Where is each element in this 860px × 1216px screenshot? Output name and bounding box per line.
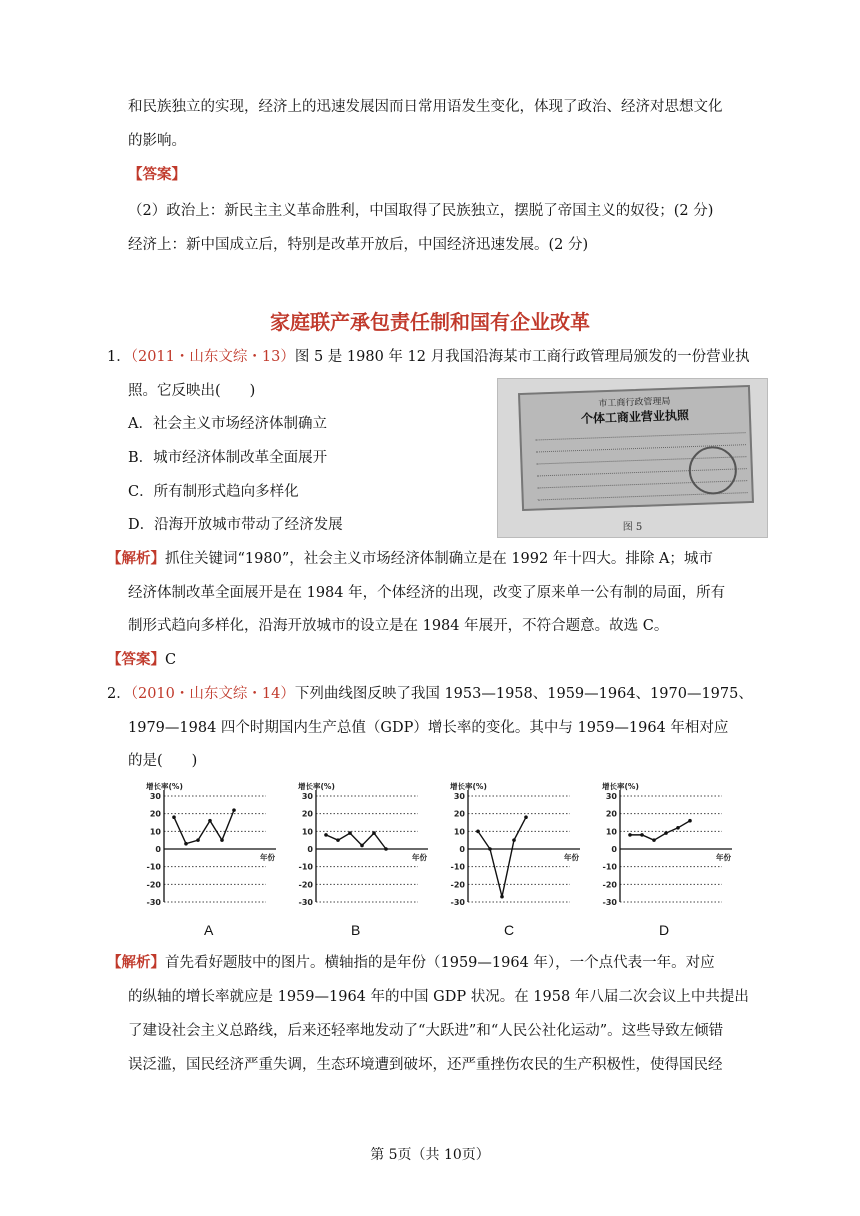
chart-label-c: C [504, 922, 515, 938]
data-point [220, 838, 224, 842]
license-document [518, 385, 754, 511]
y-tick-label: 0 [155, 845, 161, 854]
q1-analysis-label: 【解析】 [107, 550, 165, 567]
data-point [372, 831, 376, 835]
q2-source: （2010・山东文综・14） [130, 686, 295, 702]
data-point [172, 815, 176, 819]
section-title: 家庭联产承包责任制和国有企业改革 [270, 310, 590, 334]
y-tick-label: 30 [453, 792, 465, 801]
x-axis-label: 年份 [260, 853, 275, 862]
data-point [664, 831, 668, 835]
y-tick-label: 30 [149, 792, 161, 801]
chart-label-b: B [351, 922, 361, 938]
data-point [184, 842, 188, 846]
q1-analysis-line-2: 经济体制改革全面展开是在 1984 年，个体经济的出现，改变了原来单一公有制的局面，所有 [128, 585, 726, 601]
y-axis-label: 增长率(%) [450, 782, 487, 791]
y-tick-label: -20 [602, 880, 617, 890]
chart-svg [142, 780, 302, 910]
data-point [208, 819, 212, 823]
y-tick-label: -30 [450, 898, 465, 907]
chart-svg [294, 780, 454, 910]
series-line [174, 810, 234, 844]
data-point [676, 826, 680, 830]
x-axis-label: 年份 [564, 853, 579, 862]
y-tick-label: -30 [602, 898, 617, 907]
q1-option-d: D．沿海开放城市带动了经济发展 [128, 517, 343, 533]
q2-line-1 [107, 684, 753, 704]
y-tick-label: 10 [605, 827, 617, 837]
y-tick-label: 10 [453, 827, 465, 837]
y-tick-label: -10 [602, 862, 617, 872]
data-point [500, 895, 504, 899]
q1-line-2: 照。它反映出( ) [128, 383, 256, 399]
q2-analysis-line-2: 的纵轴的增长率就应是 1959—1964 年的中国 GDP 状况。在 1958 年八届二次会议上中共提出 [128, 989, 749, 1005]
data-point [640, 833, 644, 837]
q1-answer: C [165, 652, 177, 668]
y-tick-label: 10 [149, 827, 161, 837]
q1-answer-label: 【答案】 [107, 651, 165, 668]
data-point [384, 847, 388, 851]
q1-source: （2011・山东文综・13） [130, 349, 295, 365]
figure-caption: 图 5 [622, 522, 643, 533]
y-tick-label: 30 [605, 792, 617, 801]
data-point [488, 847, 492, 851]
y-tick-label: -20 [146, 880, 161, 890]
y-tick-label: -30 [298, 898, 313, 907]
answer-line-2: 经济上：新中国成立后，特别是改革开放后，中国经济迅速发展。(2 分) [128, 237, 589, 253]
q2-text-1: 下列曲线图反映了我国 1953—1958、1959—1964、1970—1975、 [294, 686, 753, 702]
page-footer: 第 5页（共 10页） [370, 1147, 490, 1163]
chart-label-d: D [659, 922, 670, 938]
data-point [476, 830, 480, 834]
q2-analysis-label: 【解析】 [107, 954, 165, 971]
chart-svg [598, 780, 758, 910]
q1-option-b: B．城市经济体制改革全面展开 [128, 450, 328, 466]
data-point [232, 808, 236, 812]
y-tick-label: 20 [301, 809, 313, 819]
data-point [688, 819, 692, 823]
data-point [196, 838, 200, 842]
y-tick-label: -10 [146, 862, 161, 872]
chart-b [294, 780, 454, 910]
chart-c [446, 780, 606, 910]
q1-option-c: C．所有制形式趋向多样化 [128, 484, 299, 500]
data-point [360, 844, 364, 848]
data-point [524, 815, 528, 819]
chart-a [142, 780, 302, 910]
y-tick-label: 30 [301, 792, 313, 801]
q1-analysis-line-1 [107, 549, 747, 569]
y-tick-label: 20 [149, 809, 161, 819]
x-axis-label: 年份 [412, 853, 427, 862]
license-header: 市工商行政管理局 [598, 396, 671, 410]
x-axis-label: 年份 [716, 853, 731, 862]
data-point [336, 838, 340, 842]
q1-line-1 [107, 347, 750, 367]
chart-label-a: A [204, 922, 214, 938]
answer-line-1: （2）政治上：新民主主义革命胜利，中国取得了民族独立，摆脱了帝国主义的奴役；(2 分) [128, 203, 714, 219]
q2-analysis-line-4: 误泛滥，国民经济严重失调，生态环境遭到破坏，还严重挫伤农民的生产积极性，使得国民经 [128, 1057, 723, 1073]
y-tick-label: -20 [450, 880, 465, 890]
y-tick-label: -10 [298, 862, 313, 872]
chart-d [598, 780, 758, 910]
chart-svg [446, 780, 606, 910]
y-tick-label: 0 [459, 845, 465, 854]
y-axis-label: 增长率(%) [298, 782, 335, 791]
answer-label: 【答案】 [128, 166, 186, 183]
series-line [630, 821, 690, 840]
business-license-photo [497, 378, 768, 538]
q1-analysis-line-3: 制形式趋向多样化，沿海开放城市的设立是在 1984 年展开，不符合题意。故选 C。 [128, 618, 669, 634]
data-point [652, 838, 656, 842]
data-point [628, 833, 632, 837]
q2-line-3: 的是( ) [128, 753, 198, 769]
data-point [348, 831, 352, 835]
q2-number: 2． [107, 686, 131, 702]
y-tick-label: 20 [453, 809, 465, 819]
license-title: 个体工商业营业执照 [580, 408, 690, 426]
q2-line-2: 1979—1984 四个时期国内生产总值（GDP）增长率的变化。其中与 1959—1964 年相对应 [128, 720, 729, 736]
series-line [326, 833, 386, 849]
q1-analysis-text-1: 抓住关键词“1980”，社会主义市场经济体制确立是在 1992 年十四大。排除 A；城市 [165, 551, 713, 567]
series-line [478, 817, 526, 897]
y-axis-label: 增长率(%) [146, 782, 183, 791]
y-axis-label: 增长率(%) [602, 782, 639, 791]
q1-answer-line [107, 650, 747, 670]
data-point [324, 833, 328, 837]
y-tick-label: -30 [146, 898, 161, 907]
intro-line-1: 和民族独立的实现，经济上的迅速发展因而日常用语发生变化，体现了政治、经济对思想文化 [128, 99, 723, 115]
q1-number: 1． [107, 349, 131, 365]
q2-analysis-line-1 [107, 953, 747, 973]
q2-analysis-text-1: 首先看好题肢中的图片。横轴指的是年份（1959—1964 年），一个点代表一年。对应 [165, 955, 715, 971]
y-tick-label: 0 [307, 845, 313, 854]
q2-analysis-line-3: 了建设社会主义总路线，后来还轻率地发动了“大跃进”和“人民公社化运动”。这些导致左倾错 [128, 1023, 724, 1039]
y-tick-label: 0 [611, 845, 617, 854]
q1-option-a: A．社会主义市场经济体制确立 [128, 416, 327, 432]
y-tick-label: -10 [450, 862, 465, 872]
y-tick-label: 10 [301, 827, 313, 837]
y-tick-label: -20 [298, 880, 313, 890]
data-point [512, 838, 516, 842]
q1-text-1: 图 5 是 1980 年 12 月我国沿海某市工商行政管理局颁发的一份营业执 [294, 349, 750, 365]
y-tick-label: 20 [605, 809, 617, 819]
intro-line-2: 的影响。 [128, 133, 186, 149]
